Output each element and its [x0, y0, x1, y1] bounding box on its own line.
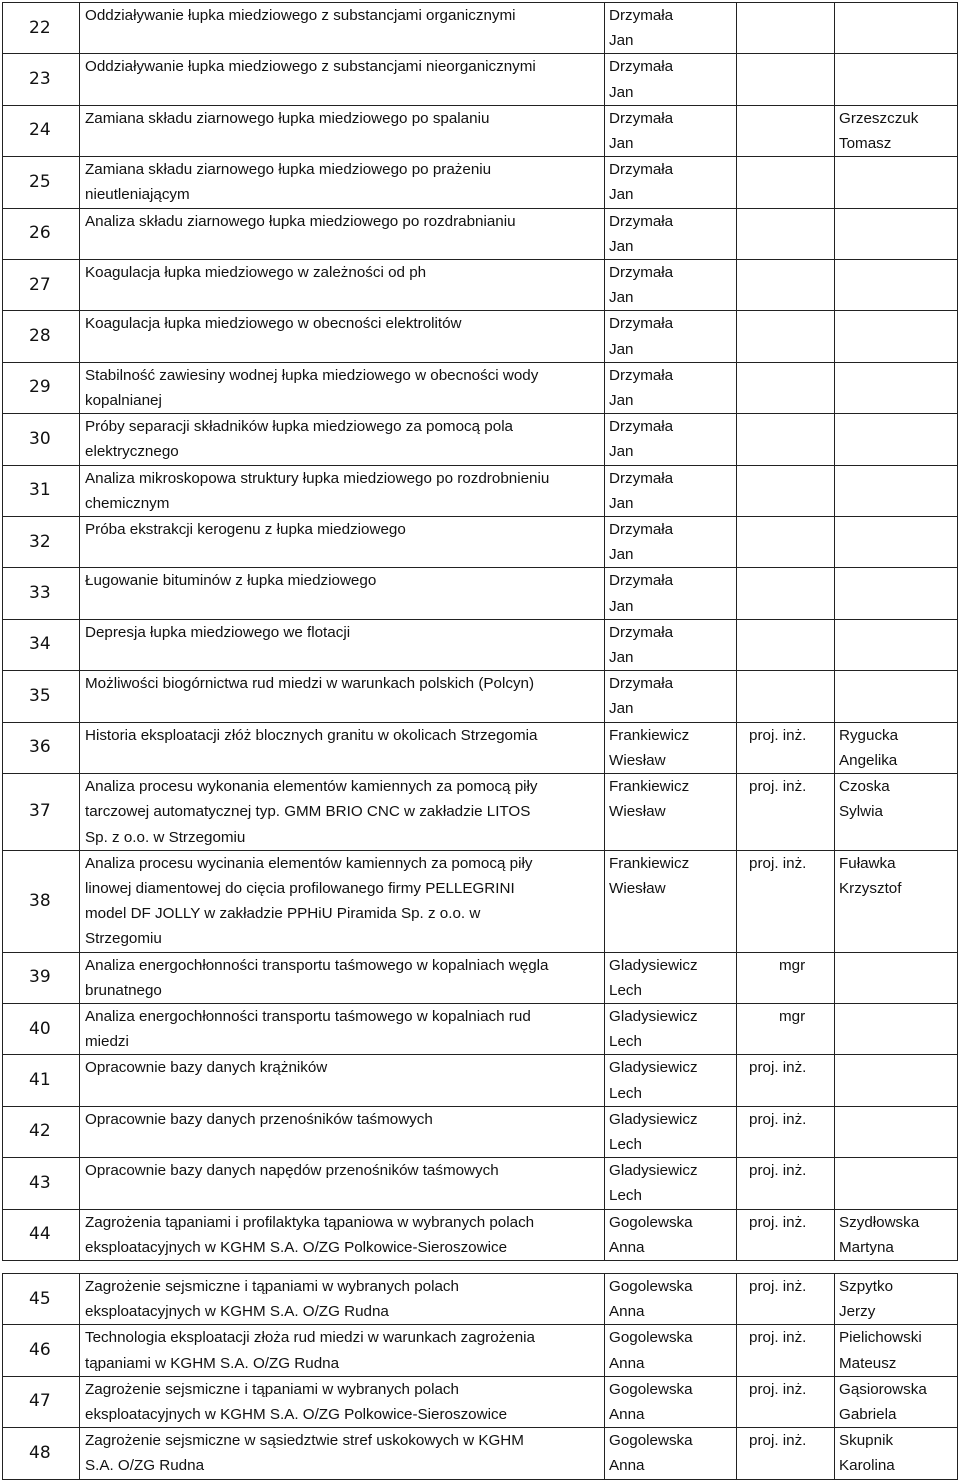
- thesis-title-line: Historia eksploatacji złóż blocznych granitu w okolicach Strzegomia: [85, 726, 538, 744]
- student-name-line: Angelika: [839, 751, 898, 769]
- thesis-title-line: Depresja łupka miedziowego we flotacji: [85, 623, 351, 641]
- row-number: 44: [3, 1209, 80, 1260]
- row-number: 29: [3, 362, 80, 413]
- supervisor-name-line: Jan: [609, 340, 634, 358]
- student-cell: [835, 722, 958, 773]
- student-cell: [835, 465, 958, 516]
- row-number: 34: [3, 619, 80, 670]
- supervisor-name-line: Anna: [609, 1405, 645, 1423]
- supervisor-cell: [605, 1209, 737, 1260]
- table-row: [3, 208, 958, 259]
- table-row: [3, 105, 958, 156]
- thesis-title-line: Analiza energochłonności transportu taśmowego w kopalniach rud: [85, 1007, 531, 1025]
- supervisor-cell: [605, 465, 737, 516]
- row-number: 41: [3, 1055, 80, 1106]
- row-number: 38: [3, 850, 80, 952]
- student-cell: [835, 260, 958, 311]
- student-cell: [835, 619, 958, 670]
- thesis-title-line: Zagrożenie sejsmiczne i tąpaniami w wybranych polach: [85, 1277, 459, 1295]
- thesis-title-cell: [80, 105, 605, 156]
- student-name-line: Pielichowski: [839, 1329, 922, 1347]
- thesis-title-cell: [80, 54, 605, 105]
- thesis-title-line: tąpaniami w KGHM S.A. O/ZG Rudna: [85, 1354, 340, 1372]
- row-number: 23: [3, 54, 80, 105]
- degree-cell: [737, 1273, 835, 1324]
- degree-cell: [737, 517, 835, 568]
- supervisor-name-line: Jan: [609, 649, 634, 667]
- row-number: 39: [3, 952, 80, 1003]
- thesis-title-cell: [80, 414, 605, 465]
- thesis-title-line: Analiza procesu wycinania elementów kamiennych za pomocą piły: [85, 854, 533, 872]
- supervisor-cell: [605, 1273, 737, 1324]
- thesis-title-line: Możliwości biogórnictwa rud miedzi w warunkach polskich (Polcyn): [85, 675, 535, 693]
- supervisor-name-line: Drzymała: [609, 469, 674, 487]
- degree-cell: [737, 3, 835, 54]
- degree-cell: [737, 722, 835, 773]
- student-cell: [835, 952, 958, 1003]
- table-row: [3, 1376, 958, 1427]
- row-number: 48: [3, 1428, 80, 1479]
- student-name-line: Grzeszczuk: [839, 109, 919, 127]
- row-number: 45: [3, 1273, 80, 1324]
- thesis-title-line: chemicznym: [85, 494, 170, 512]
- thesis-title-line: brunatnego: [85, 981, 162, 999]
- thesis-title-line: eksploatacyjnych w KGHM S.A. O/ZG Polkowice-Sieroszowice: [85, 1405, 508, 1423]
- degree-label: mgr: [779, 1007, 806, 1025]
- thesis-title-cell: [80, 850, 605, 952]
- thesis-title-cell: [80, 311, 605, 362]
- thesis-title-line: Oddziaływanie łupka miedziowego z substancjami organicznymi: [85, 7, 516, 24]
- thesis-title-line: linowej diamentowej do cięcia profilowanego firmy PELLEGRINI: [85, 879, 515, 897]
- supervisor-cell: [605, 3, 737, 54]
- degree-label: proj. inż.: [749, 1329, 807, 1347]
- supervisor-cell: [605, 1106, 737, 1157]
- thesis-title-line: tarczowej automatycznej typ. GMM BRIO CNC w zakładzie LITOS: [85, 803, 531, 821]
- thesis-title-line: S.A. O/ZG Rudna: [85, 1457, 205, 1475]
- thesis-topics-table: [2, 2, 958, 1480]
- degree-cell: [737, 414, 835, 465]
- supervisor-name-line: Jan: [609, 135, 634, 153]
- thesis-title-cell: [80, 1273, 605, 1324]
- thesis-title-cell: [80, 260, 605, 311]
- supervisor-cell: [605, 311, 737, 362]
- degree-cell: [737, 1209, 835, 1260]
- supervisor-cell: [605, 952, 737, 1003]
- thesis-title-line: Strzegomiu: [85, 930, 162, 948]
- supervisor-name-line: Drzymała: [609, 315, 674, 333]
- thesis-title-line: Analiza energochłonności transportu taśmowego w kopalniach węgla: [85, 956, 549, 974]
- student-cell: [835, 568, 958, 619]
- thesis-title-cell: [80, 568, 605, 619]
- student-name-line: Gąsiorowska: [839, 1380, 927, 1398]
- thesis-title-cell: [80, 1209, 605, 1260]
- student-cell: [835, 1158, 958, 1209]
- supervisor-name-line: Jan: [609, 237, 634, 255]
- student-name-line: Krzysztof: [839, 879, 902, 897]
- thesis-title-cell: [80, 722, 605, 773]
- supervisor-name-line: Gladysiewicz: [609, 1162, 698, 1180]
- supervisor-name-line: Wiesław: [609, 751, 666, 769]
- student-cell: [835, 54, 958, 105]
- supervisor-name-line: Jan: [609, 546, 634, 564]
- row-number: 40: [3, 1003, 80, 1054]
- thesis-title-line: Analiza składu ziarnowego łupka miedziowego po rozdrabnianiu: [85, 212, 516, 230]
- student-cell: [835, 105, 958, 156]
- supervisor-name-line: Frankiewicz: [609, 854, 690, 872]
- table-row: [3, 54, 958, 105]
- supervisor-cell: [605, 157, 737, 208]
- thesis-title-cell: [80, 465, 605, 516]
- row-number: 33: [3, 568, 80, 619]
- supervisor-name-line: Drzymała: [609, 572, 674, 590]
- thesis-title-cell: [80, 952, 605, 1003]
- degree-cell: [737, 1003, 835, 1054]
- degree-label: proj. inż.: [749, 1380, 807, 1398]
- supervisor-name-line: Frankiewicz: [609, 726, 690, 744]
- degree-cell: [737, 311, 835, 362]
- student-cell: [835, 517, 958, 568]
- thesis-title-line: Zamiana składu ziarnowego łupka miedziowego po spalaniu: [85, 109, 490, 127]
- table-row: [3, 157, 958, 208]
- supervisor-name-line: Drzymała: [609, 521, 674, 539]
- supervisor-name-line: Jan: [609, 186, 634, 204]
- row-number: 24: [3, 105, 80, 156]
- degree-label: proj. inż.: [749, 1432, 807, 1450]
- supervisor-name-line: Anna: [609, 1457, 645, 1475]
- table-row: [3, 311, 958, 362]
- supervisor-cell: [605, 619, 737, 670]
- thesis-title-line: eksploatacyjnych w KGHM S.A. O/ZG Rudna: [85, 1303, 389, 1321]
- thesis-title-line: Opracownie bazy danych krążników: [85, 1059, 328, 1077]
- supervisor-name-line: Jan: [609, 32, 634, 50]
- degree-cell: [737, 774, 835, 851]
- degree-label: proj. inż.: [749, 726, 807, 744]
- thesis-title-cell: [80, 157, 605, 208]
- degree-cell: [737, 671, 835, 722]
- thesis-title-line: miedzi: [85, 1033, 129, 1051]
- degree-label: proj. inż.: [749, 854, 807, 872]
- table-row: [3, 1209, 958, 1260]
- supervisor-name-line: Anna: [609, 1303, 645, 1321]
- degree-cell: [737, 1376, 835, 1427]
- row-number: 26: [3, 208, 80, 259]
- row-number: 31: [3, 465, 80, 516]
- degree-label: proj. inż.: [749, 1110, 807, 1128]
- thesis-title-cell: [80, 208, 605, 259]
- thesis-title-cell: [80, 774, 605, 851]
- degree-cell: [737, 619, 835, 670]
- supervisor-cell: [605, 105, 737, 156]
- table-row: [3, 465, 958, 516]
- supervisor-cell: [605, 1376, 737, 1427]
- degree-cell: [737, 1106, 835, 1157]
- student-name-line: Skupnik: [839, 1432, 894, 1450]
- supervisor-name-line: Wiesław: [609, 803, 666, 821]
- row-number: 35: [3, 671, 80, 722]
- degree-cell: [737, 1158, 835, 1209]
- thesis-title-line: Zagrożenia tąpaniami i profilaktyka tąpaniowa w wybranych polach: [85, 1213, 535, 1231]
- supervisor-name-line: Drzymała: [609, 264, 674, 282]
- table-row: [3, 1158, 958, 1209]
- thesis-title-line: Ługowanie bituminów z łupka miedziowego: [85, 572, 377, 590]
- supervisor-cell: [605, 414, 737, 465]
- table-row: [3, 3, 958, 54]
- table-row: [3, 1055, 958, 1106]
- row-number: 46: [3, 1325, 80, 1376]
- row-number: 42: [3, 1106, 80, 1157]
- supervisor-cell: [605, 208, 737, 259]
- supervisor-name-line: Jan: [609, 392, 634, 410]
- degree-label: mgr: [779, 956, 806, 974]
- thesis-title-line: nieutleniającym: [85, 186, 190, 204]
- table-row: [3, 1106, 958, 1157]
- thesis-title-line: Zagrożenie sejsmiczne w sąsiedztwie stref uskokowych w KGHM: [85, 1432, 524, 1450]
- row-number: 43: [3, 1158, 80, 1209]
- supervisor-name-line: Lech: [609, 1187, 642, 1205]
- supervisor-name-line: Gladysiewicz: [609, 1007, 698, 1025]
- thesis-title-line: Próby separacji składników łupka miedziowego za pomocą pola: [85, 418, 514, 436]
- student-name-line: Martyna: [839, 1238, 894, 1256]
- degree-cell: [737, 568, 835, 619]
- supervisor-cell: [605, 54, 737, 105]
- supervisor-name-line: Jan: [609, 597, 634, 615]
- page-break-gap: [3, 1260, 958, 1273]
- row-number: 27: [3, 260, 80, 311]
- supervisor-name-line: Anna: [609, 1238, 645, 1256]
- row-number: 32: [3, 517, 80, 568]
- thesis-title-cell: [80, 1055, 605, 1106]
- supervisor-name-line: Gogolewska: [609, 1277, 693, 1295]
- supervisor-name-line: Drzymała: [609, 161, 674, 179]
- thesis-topics-body: [3, 3, 958, 1480]
- table-row: [3, 568, 958, 619]
- table-row: [3, 850, 958, 952]
- student-name-line: Czoska: [839, 778, 890, 796]
- student-name-line: Gabriela: [839, 1405, 897, 1423]
- supervisor-cell: [605, 774, 737, 851]
- table-row: [3, 1003, 958, 1054]
- degree-label: proj. inż.: [749, 1213, 807, 1231]
- table-row: [3, 774, 958, 851]
- table-row: [3, 260, 958, 311]
- supervisor-cell: [605, 362, 737, 413]
- supervisor-name-line: Anna: [609, 1354, 645, 1372]
- student-name-line: Mateusz: [839, 1354, 897, 1372]
- student-cell: [835, 671, 958, 722]
- thesis-title-line: Zamiana składu ziarnowego łupka miedziowego po prażeniu: [85, 161, 492, 179]
- supervisor-name-line: Lech: [609, 1033, 642, 1051]
- degree-cell: [737, 105, 835, 156]
- row-number: 36: [3, 722, 80, 773]
- degree-cell: [737, 1428, 835, 1479]
- supervisor-name-line: Drzymała: [609, 418, 674, 436]
- supervisor-name-line: Drzymała: [609, 58, 674, 76]
- thesis-title-line: model DF JOLLY w zakładzie PPHiU Piramida Sp. z o.o. w: [85, 905, 481, 923]
- table-row: [3, 619, 958, 670]
- supervisor-name-line: Jan: [609, 700, 634, 718]
- supervisor-name-line: Drzymała: [609, 675, 674, 693]
- table-row: [3, 671, 958, 722]
- row-number: 25: [3, 157, 80, 208]
- table-row: [3, 414, 958, 465]
- table-row: [3, 517, 958, 568]
- degree-cell: [737, 157, 835, 208]
- thesis-title-cell: [80, 362, 605, 413]
- supervisor-name-line: Gladysiewicz: [609, 1059, 698, 1077]
- supervisor-cell: [605, 1158, 737, 1209]
- student-name-line: Tomasz: [839, 135, 892, 153]
- student-name-line: Jerzy: [839, 1303, 876, 1321]
- table-row: [3, 1428, 958, 1479]
- student-cell: [835, 311, 958, 362]
- student-cell: [835, 1003, 958, 1054]
- supervisor-cell: [605, 722, 737, 773]
- degree-cell: [737, 260, 835, 311]
- row-number: 47: [3, 1376, 80, 1427]
- thesis-title-cell: [80, 1325, 605, 1376]
- table-row: [3, 722, 958, 773]
- degree-label: proj. inż.: [749, 778, 807, 796]
- student-name-line: Karolina: [839, 1457, 895, 1475]
- thesis-title-line: Analiza procesu wykonania elementów kamiennych za pomocą piły: [85, 778, 538, 796]
- student-cell: [835, 1209, 958, 1260]
- row-number: 28: [3, 311, 80, 362]
- thesis-title-line: Opracownie bazy danych napędów przenośników taśmowych: [85, 1162, 499, 1180]
- supervisor-name-line: Gogolewska: [609, 1213, 693, 1231]
- supervisor-name-line: Lech: [609, 1084, 642, 1102]
- supervisor-cell: [605, 568, 737, 619]
- thesis-title-cell: [80, 1003, 605, 1054]
- thesis-title-line: Opracownie bazy danych przenośników taśmowych: [85, 1110, 433, 1128]
- degree-cell: [737, 208, 835, 259]
- degree-cell: [737, 850, 835, 952]
- student-cell: [835, 1428, 958, 1479]
- supervisor-name-line: Wiesław: [609, 879, 666, 897]
- row-number: 37: [3, 774, 80, 851]
- thesis-title-cell: [80, 1428, 605, 1479]
- thesis-title-cell: [80, 671, 605, 722]
- thesis-title-line: Zagrożenie sejsmiczne i tąpaniami w wybranych polach: [85, 1380, 459, 1398]
- thesis-title-line: Stabilność zawiesiny wodnej łupka miedziowego w obecności wody: [85, 366, 539, 384]
- degree-cell: [737, 1055, 835, 1106]
- supervisor-name-line: Gladysiewicz: [609, 1110, 698, 1128]
- thesis-title-line: eksploatacyjnych w KGHM S.A. O/ZG Polkowice-Sieroszowice: [85, 1238, 508, 1256]
- supervisor-name-line: Drzymała: [609, 109, 674, 127]
- supervisor-name-line: Jan: [609, 83, 634, 101]
- degree-label: proj. inż.: [749, 1162, 807, 1180]
- thesis-title-line: Technologia eksploatacji złoża rud miedzi w warunkach zagrożenia: [85, 1329, 535, 1347]
- supervisor-name-line: Gogolewska: [609, 1432, 693, 1450]
- student-cell: [835, 1055, 958, 1106]
- student-name-line: Fuławka: [839, 854, 896, 872]
- supervisor-name-line: Gogolewska: [609, 1380, 693, 1398]
- supervisor-cell: [605, 1055, 737, 1106]
- student-cell: [835, 1376, 958, 1427]
- supervisor-cell: [605, 1428, 737, 1479]
- thesis-title-cell: [80, 1376, 605, 1427]
- student-cell: [835, 850, 958, 952]
- thesis-title-line: Oddziaływanie łupka miedziowego z substancjami nieorganicznymi: [85, 58, 536, 76]
- supervisor-name-line: Drzymała: [609, 623, 674, 641]
- supervisor-cell: [605, 517, 737, 568]
- degree-cell: [737, 54, 835, 105]
- student-name-line: Sylwia: [839, 803, 883, 821]
- student-name-line: Szydłowska: [839, 1213, 920, 1231]
- student-cell: [835, 3, 958, 54]
- thesis-title-line: Próba ekstrakcji kerogenu z łupka miedziowego: [85, 521, 406, 539]
- table-row: [3, 1325, 958, 1376]
- degree-cell: [737, 1325, 835, 1376]
- supervisor-cell: [605, 1325, 737, 1376]
- supervisor-name-line: Drzymała: [609, 7, 674, 24]
- thesis-title-line: Koagulacja łupka miedziowego w obecności elektrolitów: [85, 315, 462, 333]
- student-cell: [835, 362, 958, 413]
- row-number: 30: [3, 414, 80, 465]
- degree-label: proj. inż.: [749, 1277, 807, 1295]
- table-row: [3, 952, 958, 1003]
- thesis-title-line: Analiza mikroskopowa struktury łupka miedziowego po rozdrobnieniu: [85, 469, 550, 487]
- supervisor-name-line: Jan: [609, 289, 634, 307]
- supervisor-name-line: Gogolewska: [609, 1329, 693, 1347]
- degree-cell: [737, 952, 835, 1003]
- thesis-title-line: Koagulacja łupka miedziowego w zależności od ph: [85, 264, 427, 282]
- supervisor-name-line: Lech: [609, 981, 642, 999]
- thesis-title-cell: [80, 1106, 605, 1157]
- supervisor-name-line: Drzymała: [609, 366, 674, 384]
- supervisor-cell: [605, 1003, 737, 1054]
- student-cell: [835, 1106, 958, 1157]
- student-cell: [835, 1325, 958, 1376]
- student-cell: [835, 774, 958, 851]
- thesis-title-line: Sp. z o.o. w Strzegomiu: [85, 828, 246, 846]
- degree-label: proj. inż.: [749, 1059, 807, 1077]
- student-cell: [835, 414, 958, 465]
- thesis-title-line: elektrycznego: [85, 443, 179, 461]
- thesis-title-line: kopalnianej: [85, 392, 162, 410]
- student-cell: [835, 157, 958, 208]
- student-name-line: Rygucka: [839, 726, 899, 744]
- thesis-title-cell: [80, 3, 605, 54]
- supervisor-name-line: Jan: [609, 494, 634, 512]
- table-row: [3, 1273, 958, 1324]
- student-cell: [835, 208, 958, 259]
- table-row: [3, 362, 958, 413]
- supervisor-name-line: Drzymała: [609, 212, 674, 230]
- supervisor-name-line: Jan: [609, 443, 634, 461]
- student-cell: [835, 1273, 958, 1324]
- student-name-line: Szpytko: [839, 1277, 894, 1295]
- thesis-title-cell: [80, 1158, 605, 1209]
- supervisor-cell: [605, 850, 737, 952]
- degree-cell: [737, 465, 835, 516]
- thesis-title-cell: [80, 619, 605, 670]
- thesis-title-cell: [80, 517, 605, 568]
- degree-cell: [737, 362, 835, 413]
- row-number: 22: [3, 3, 80, 54]
- supervisor-cell: [605, 671, 737, 722]
- supervisor-name-line: Lech: [609, 1135, 642, 1153]
- page-break-cell: [3, 1260, 958, 1273]
- supervisor-name-line: Gladysiewicz: [609, 956, 698, 974]
- supervisor-name-line: Frankiewicz: [609, 778, 690, 796]
- supervisor-cell: [605, 260, 737, 311]
